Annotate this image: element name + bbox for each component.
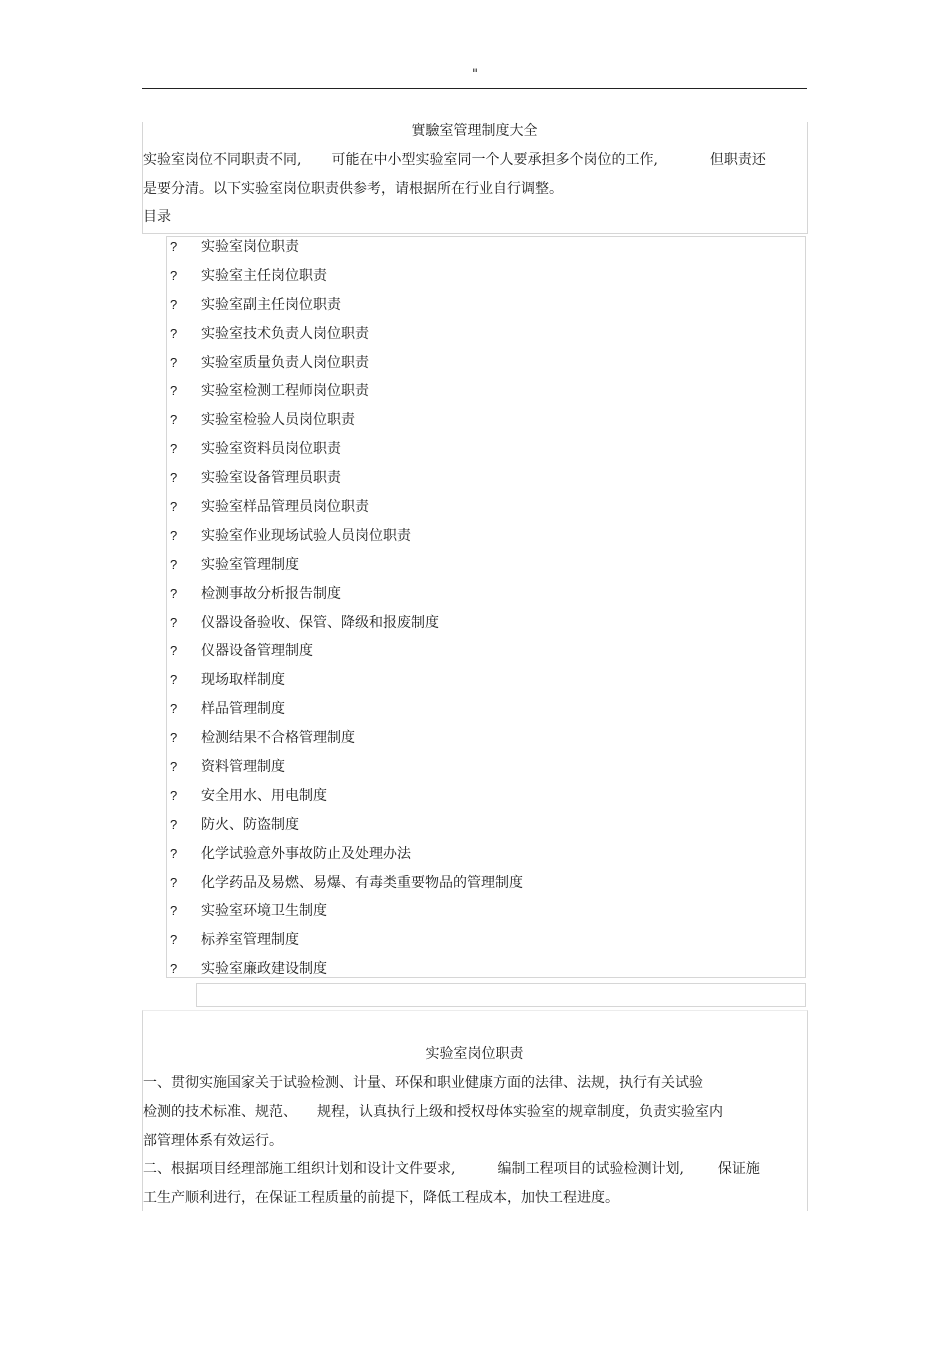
toc-bullet: ? (170, 787, 178, 803)
toc-bullet: ? (170, 643, 178, 659)
toc-bullet: ? (170, 470, 178, 486)
intro-line-2: 是要分清。以下实验室岗位职责供参考，请根据所在行业自行调整。 (143, 181, 563, 197)
toc-item-label[interactable]: 实验室技术负责人岗位职责 (201, 325, 369, 342)
toc-item-label[interactable]: 仪器设备验收、保管、降级和报废制度 (201, 614, 439, 631)
toc-bullet: ? (170, 730, 178, 746)
toc-bullet: ? (170, 267, 178, 283)
toc-bullet: ? (170, 296, 178, 312)
toc-item-label[interactable]: 检测结果不合格管理制度 (201, 730, 355, 747)
toc-bullet: ? (170, 585, 178, 601)
toc-item-label[interactable]: 实验室环境卫生制度 (201, 903, 327, 920)
toc-item-label[interactable]: 实验室资料员岗位职责 (201, 441, 341, 458)
toc-bullet: ? (170, 614, 178, 630)
toc-item-label[interactable]: 化学试验意外事故防止及处理办法 (201, 845, 411, 862)
toc-item-label[interactable]: 现场取样制度 (201, 672, 285, 689)
section-p1-line-2-part-b: 规程，认真执行上级和授权母体实验室的规章制度，负责实验室内 (317, 1104, 723, 1120)
toc-bullet: ? (170, 499, 178, 515)
toc-item-label[interactable]: 安全用水、用电制度 (201, 787, 327, 804)
empty-box (196, 983, 806, 1007)
header-rule (142, 88, 807, 89)
toc-bullet: ? (170, 441, 178, 457)
toc-box (166, 236, 806, 978)
toc-item-label[interactable]: 实验室管理制度 (201, 556, 299, 573)
section-p2-line-1-part-c: 保证施 (717, 1161, 760, 1177)
toc-bullet: ? (170, 527, 178, 543)
toc-item-label[interactable]: 实验室主任岗位职责 (201, 267, 327, 284)
toc-item-label[interactable]: 防火、防盗制度 (201, 816, 299, 833)
toc-item-label[interactable]: 实验室副主任岗位职责 (201, 296, 341, 313)
toc-item-label[interactable]: 实验室廉政建设制度 (201, 961, 327, 978)
section-p2-line-1 (143, 1160, 760, 1178)
toc-bullet: ? (170, 701, 178, 717)
toc-bullet: ? (170, 239, 178, 254)
toc-bullet: ? (170, 845, 178, 861)
section-p1-line-1: 一、贯彻实施国家关于试验检测、计量、环保和职业健康方面的法律、法规，执行有关试验 (143, 1075, 703, 1091)
toc-bullet: ? (170, 961, 178, 977)
section-p2-line-1-part-a: 二、根据项目经理部施工组织计划和设计文件要求, (143, 1161, 456, 1177)
section-p2-line-1-part-b: 编制工程项目的试验检测计划, (497, 1161, 684, 1177)
toc-item-label[interactable]: 实验室作业现场试验人员岗位职责 (201, 527, 411, 544)
toc-item-label[interactable]: 实验室质量负责人岗位职责 (201, 354, 369, 371)
toc-item-label[interactable]: 标养室管理制度 (201, 932, 299, 949)
toc-bullet: ? (170, 672, 178, 688)
toc-bullet: ? (170, 556, 178, 572)
toc-bullet: ? (170, 383, 178, 399)
intro-line-1-part-a: 实验室岗位不同职责不同, (143, 152, 302, 168)
section-p1-line-2 (143, 1103, 723, 1121)
toc-item-label[interactable]: 实验室样品管理员岗位职责 (201, 499, 369, 516)
toc-item-label[interactable]: 实验室检验人员岗位职责 (201, 412, 355, 429)
toc-bullet: ? (170, 903, 178, 919)
section-p1-line-3: 部管理体系有效运行。 (143, 1133, 283, 1149)
intro-line-1 (143, 151, 766, 169)
toc-item-label[interactable]: 实验室岗位职责 (201, 239, 299, 255)
toc-bullet: ? (170, 412, 178, 428)
toc-bullet: ? (170, 816, 178, 832)
toc-item-label[interactable]: 仪器设备管理制度 (201, 643, 313, 660)
toc-item-label[interactable]: 实验室检测工程师岗位职责 (201, 383, 369, 400)
toc-heading: 目录 (143, 209, 171, 225)
toc-bullet: ? (170, 874, 178, 890)
toc-item-label[interactable]: 实验室设备管理员职责 (201, 470, 341, 487)
toc-bullet: ? (170, 759, 178, 775)
toc-bullet: ? (170, 354, 178, 370)
toc-bullet: ? (170, 325, 178, 341)
section-p2-line-2: 工生产顺利进行，在保证工程质量的前提下，降低工程成本，加快工程进度。 (143, 1190, 619, 1206)
toc-item-label[interactable]: 样品管理制度 (201, 701, 285, 718)
document-title: 實驗室管理制度大全 (411, 123, 538, 139)
toc-bullet: ? (170, 932, 178, 948)
intro-line-1-part-b: 可能在中小型实验室同一个人要承担多个岗位的工作, (331, 152, 658, 168)
section-p1-line-2-part-a: 检测的技术标准、规范、 (143, 1104, 297, 1120)
header-mark: " (472, 67, 478, 82)
section-title: 实验室岗位职责 (425, 1046, 524, 1062)
toc-item-label[interactable]: 资料管理制度 (201, 759, 285, 776)
intro-line-1-part-c: 但职责还 (709, 152, 766, 168)
toc-item-label[interactable]: 检测事故分析报告制度 (201, 585, 341, 602)
toc-item-label[interactable]: 化学药品及易燃、易爆、有毒类重要物品的管理制度 (201, 874, 523, 891)
